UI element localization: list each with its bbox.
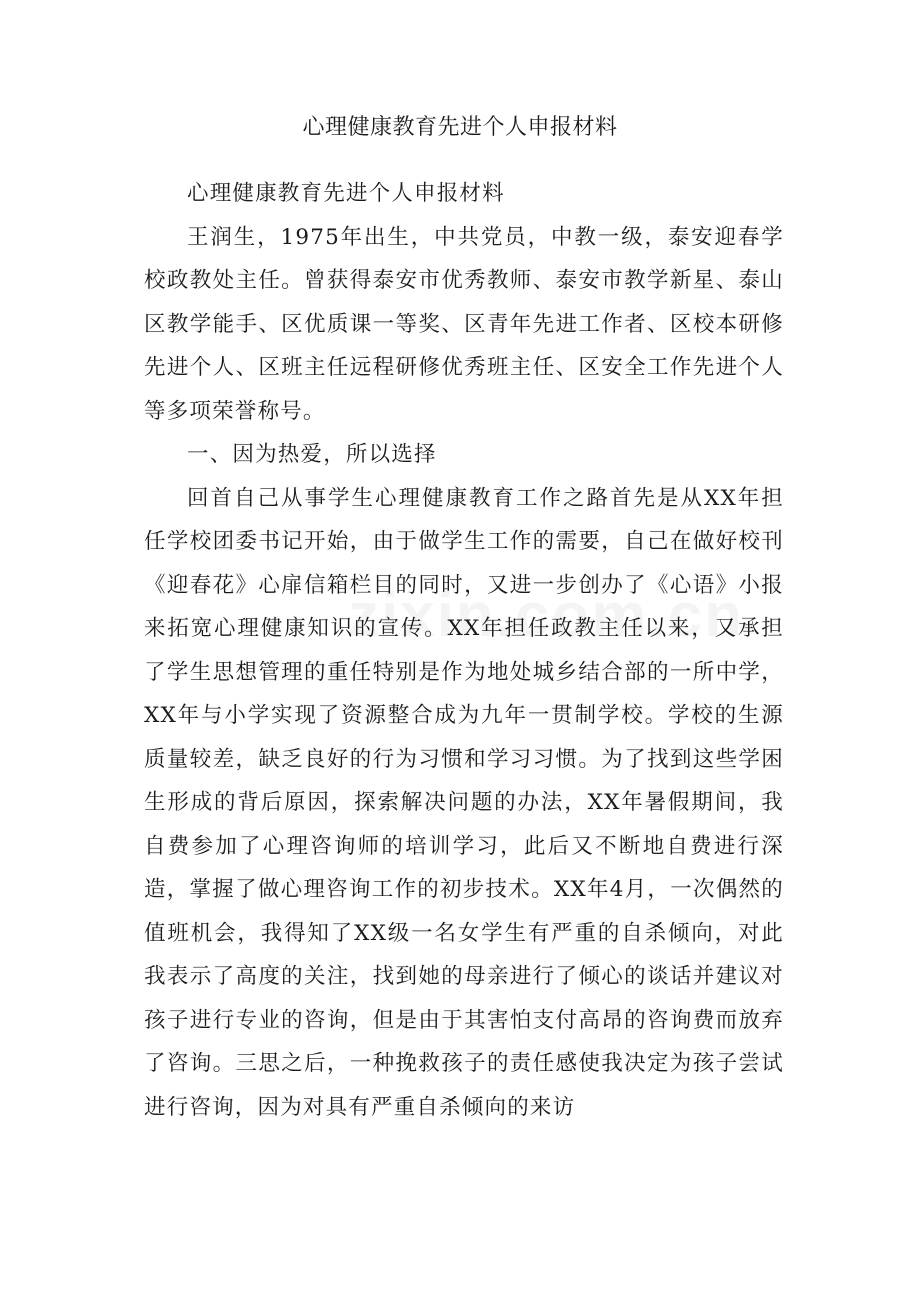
paragraph-body: 回首自己从事学生心理健康教育工作之路首先是从XX年担任学校团委书记开始，由于做学生工作的需要，自己在做好校刊《迎春花》心扉信箱栏目的同时，又进一步创办了《心语》小报来拓宽心理健康知识的宣传。XX年担任政教主任以来，又承担了学生思想管理的重任特别是作为地处城乡结合部的一所中学，XX年与小学实现了资源整合成为九年一贯制学校。学校的生源质量较差，缺乏良好的行为习惯和学习习惯。为了找到这些学困生形成的背后原因，探索解决问题的办法，XX年暑假期间，我自费参加了心理咨询师的培训学习，此后又不断地自费进行深造，掌握了做心理咨询工作的初步技术。XX年4月，一次偶然的值班机会，我得知了XX级一名女学生有严重的自杀倾向，对此我表示了高度的关注，找到她的母亲进行了倾心的谈话并建议对孩子进行专业的咨询，但是由于其害怕支付高昂的咨询费而放弃了咨询。三思之后，一种挽救孩子的责任感使我决定为孩子尝试进行咨询，因为对具有严重自杀倾向的来访 xyxy=(144,485,784,1120)
document-title: 心理健康教育先进个人申报材料 xyxy=(302,115,618,140)
section-heading: 一、因为热爱，所以选择 xyxy=(187,442,437,467)
paragraph-bio: 王润生，1975年出生，中共党员，中教一级，泰安迎春学校政教处主任。曾获得泰安市优秀教师、泰安市教学新星、泰山区教学能手、区优质课一等奖、区青年先进工作者、区校本研修先进个人、区班主任远程研修优秀班主任、区安全工作先进个人等多项荣誉称号。 xyxy=(144,224,784,424)
paragraph-heading: 心理健康教育先进个人申报材料 xyxy=(187,181,505,206)
document-body xyxy=(144,172,784,1129)
